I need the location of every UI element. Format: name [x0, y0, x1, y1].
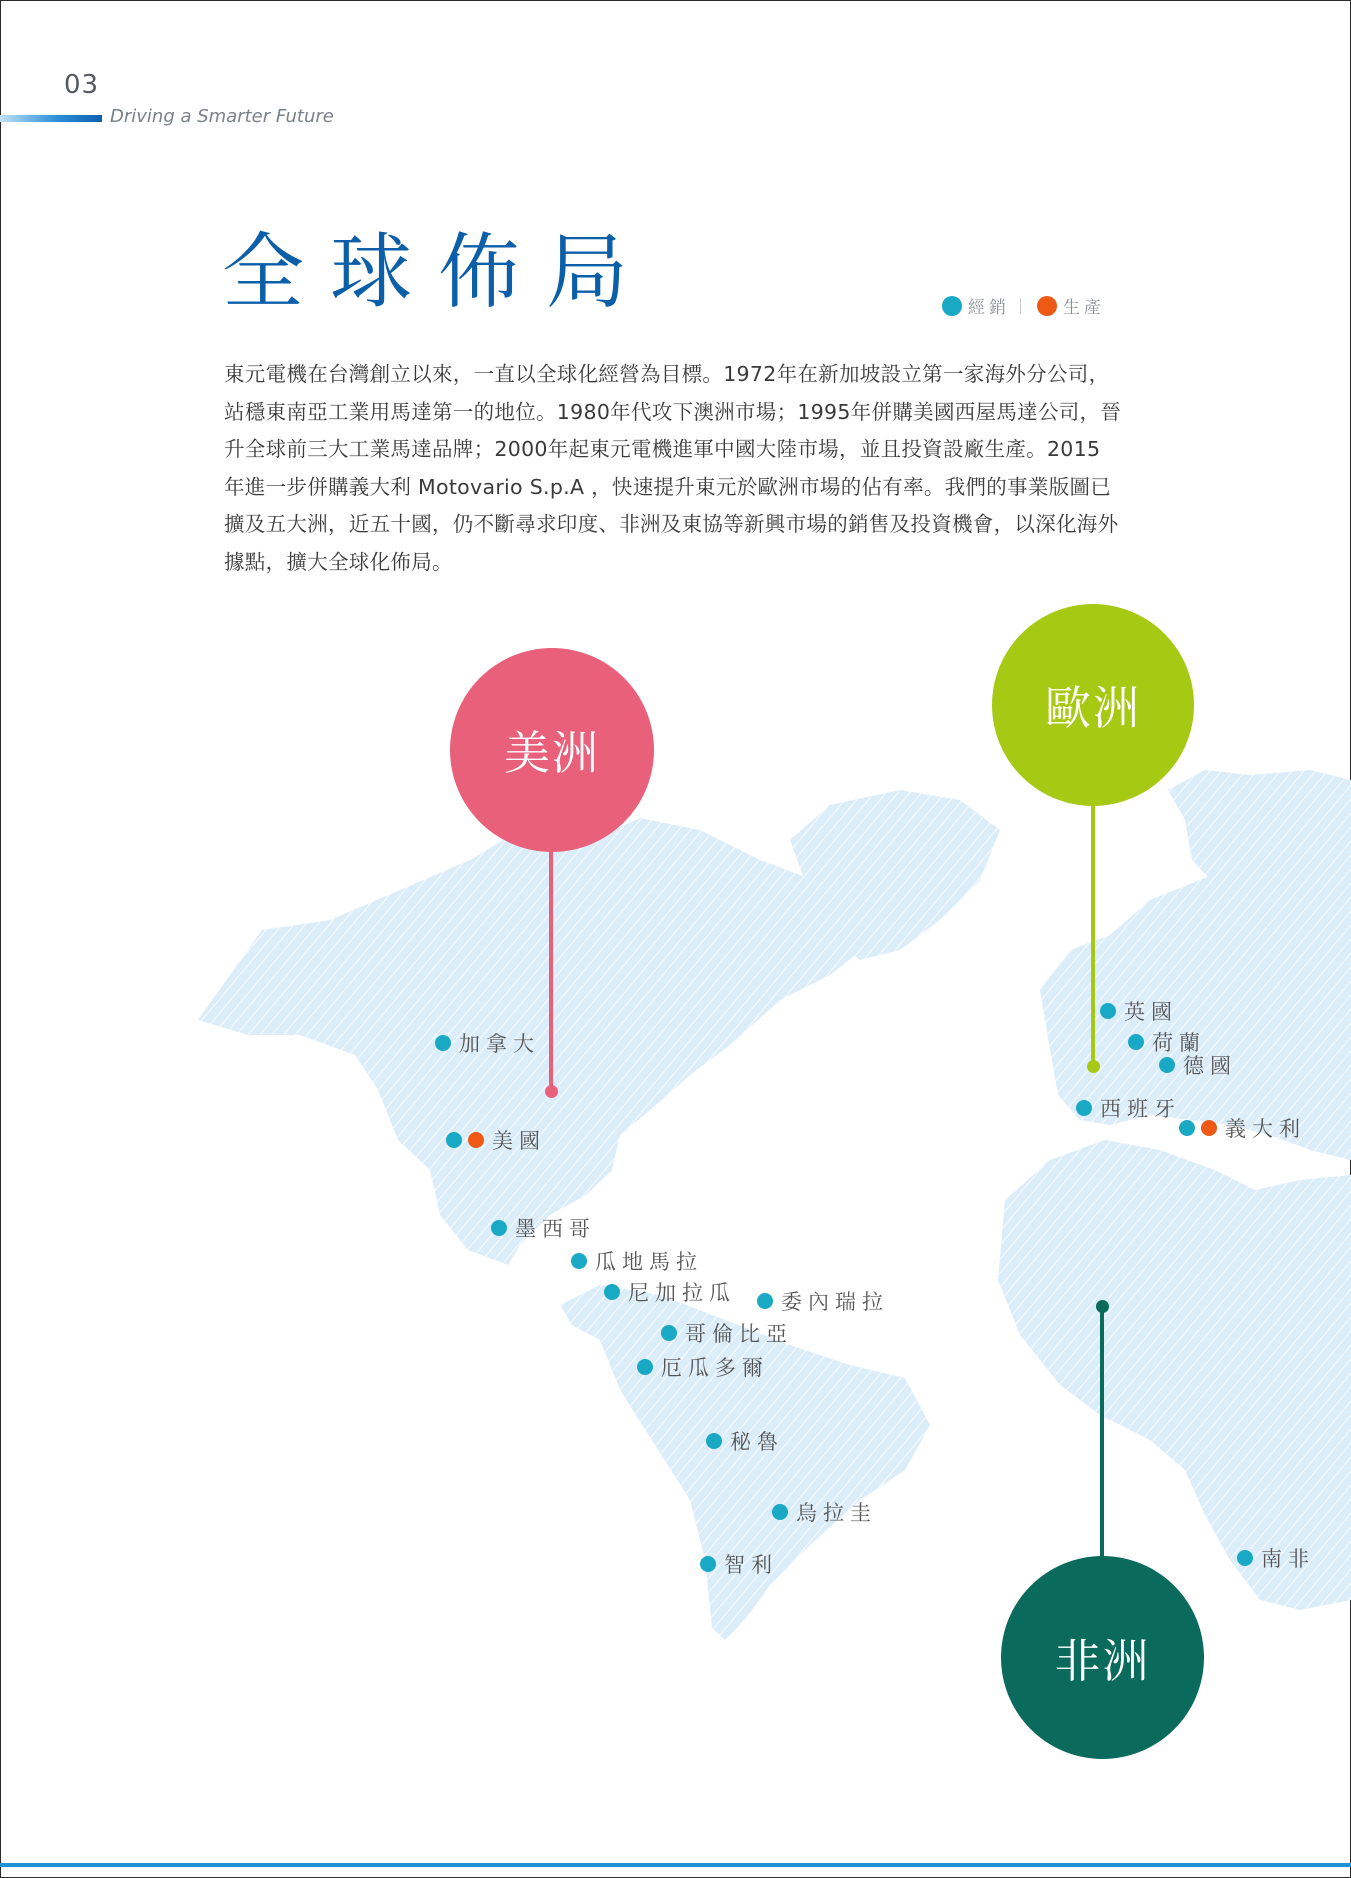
distribution-dot-icon [435, 1035, 451, 1051]
distribution-dot-icon [1100, 1003, 1116, 1019]
page-number: 03 [64, 70, 100, 100]
europe-connector-line [1091, 798, 1095, 1063]
intro-paragraph: 東元電機在台灣創立以來，一直以全球化經營為目標。1972年在新加坡設立第一家海外分公司，站穩東南亞工業用馬達第一的地位。1980年代攻下澳洲市場；1995年併購美國西屋馬達公司，晉升全球前三大工業馬達品牌；2000年起東元電機進軍中國大陸市場，並且投資設廠生產。2015 年進一步併購義大利 Motovario S.p.A ，快速提升東元於歐洲市場的佔有率。我們的事業版圖已擴及五大洲，近五十國，仍不斷尋求印度、非洲及東協等新興市場的銷售及投資機會，以深化海外據點，擴大全球化佈局。 [224, 362, 1122, 574]
americas-region-label: 美洲 [504, 726, 600, 780]
distribution-dot-icon [661, 1325, 677, 1341]
country-label-guatemala: 瓜地馬拉 [571, 1246, 703, 1276]
distribution-dot-icon [1076, 1100, 1092, 1116]
distribution-dot-icon [446, 1132, 462, 1148]
country-label-netherlands: 荷蘭 [1128, 1027, 1206, 1057]
production-dot-icon [1201, 1120, 1217, 1136]
americas-region-circle [450, 648, 654, 852]
africa-shape [998, 1140, 1351, 1610]
country-label-italy: 義大利 [1179, 1113, 1306, 1143]
distribution-dot-icon [1179, 1120, 1195, 1136]
country-label-uk: 英國 [1100, 996, 1178, 1026]
distribution-dot-icon [700, 1556, 716, 1572]
production-dot-icon [1037, 296, 1057, 316]
distribution-dot-icon [757, 1293, 773, 1309]
production-dot-icon [468, 1132, 484, 1148]
legend-distribution-label: 經銷 [968, 298, 1010, 318]
distribution-dot-icon [772, 1504, 788, 1520]
country-label-mexico: 墨西哥 [491, 1213, 596, 1243]
country-label-south-africa: 南非 [1237, 1543, 1315, 1573]
distribution-dot-icon [571, 1253, 587, 1269]
country-label-ecuador: 厄瓜多爾 [637, 1352, 769, 1382]
country-label-nicaragua: 尼加拉瓜 [604, 1277, 736, 1307]
country-label-chile: 智利 [700, 1549, 778, 1579]
country-label-peru: 秘魯 [706, 1426, 784, 1456]
africa-region-label: 非洲 [1054, 1633, 1151, 1688]
country-label-venezuela: 委內瑞拉 [757, 1286, 889, 1316]
country-label-germany: 德國 [1159, 1050, 1237, 1080]
africa-region-circle [1001, 1556, 1204, 1759]
europe-connector-end [1087, 1060, 1100, 1073]
footer-accent-bar [0, 1863, 1351, 1867]
distribution-dot-icon [706, 1433, 722, 1449]
distribution-dot-icon [942, 296, 962, 316]
distribution-dot-icon [604, 1284, 620, 1300]
legend-production-label: 生產 [1063, 298, 1105, 318]
legend-divider [1020, 298, 1021, 314]
europe-region-label: 歐洲 [1045, 681, 1141, 735]
header-accent-bar [0, 115, 102, 122]
distribution-dot-icon [491, 1220, 507, 1236]
americas-connector-end [545, 1085, 558, 1098]
country-label-colombia: 哥倫比亞 [661, 1318, 793, 1348]
country-label-spain: 西班牙 [1076, 1093, 1181, 1123]
distribution-dot-icon [1237, 1550, 1253, 1566]
country-label-uruguay: 烏拉圭 [772, 1497, 877, 1527]
distribution-dot-icon [1159, 1057, 1175, 1073]
americas-connector-line [549, 845, 553, 1090]
country-label-usa: 美國 [446, 1125, 546, 1155]
header-tagline: Driving a Smarter Future [110, 106, 334, 127]
africa-connector-line [1100, 1306, 1104, 1568]
distribution-dot-icon [637, 1359, 653, 1375]
legend [942, 293, 1105, 318]
distribution-dot-icon [1128, 1034, 1144, 1050]
europe-region-circle [992, 604, 1194, 806]
country-label-canada: 加拿大 [435, 1028, 540, 1058]
page-title: 全球佈局 [222, 225, 655, 320]
